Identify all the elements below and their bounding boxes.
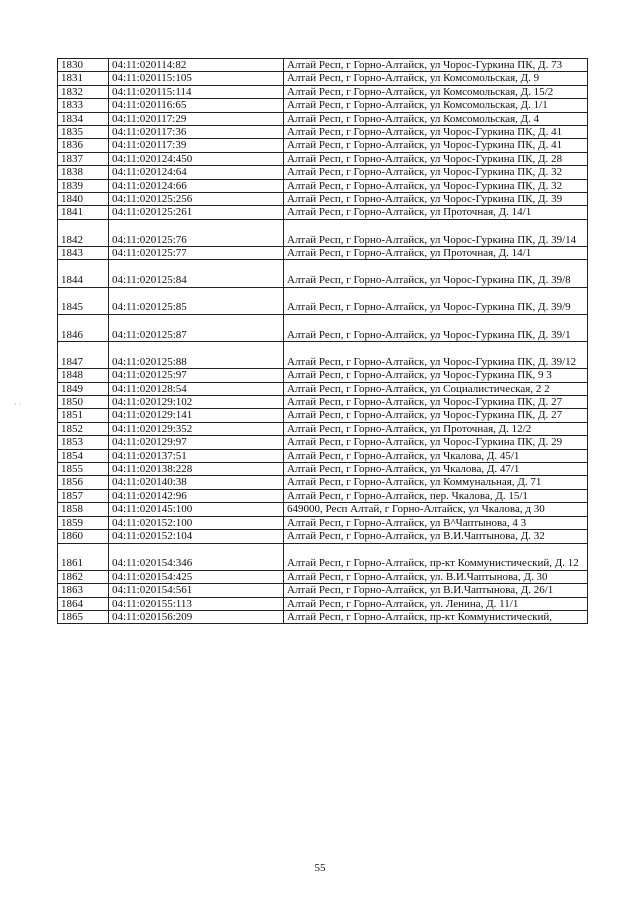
cadastral-number-cell: 04:11:020140:38 xyxy=(109,476,284,489)
address-cell: Алтай Респ, г Горно-Алтайск, ул В^Чаптынова, 4 3 xyxy=(284,516,588,529)
row-number-cell: 1844 xyxy=(58,260,109,287)
cadastral-number-cell: 04:11:020154:561 xyxy=(109,584,284,597)
address-cell: Алтай Респ, г Горно-Алтайск, ул Проточная, Д. 14/1 xyxy=(284,206,588,219)
table-row xyxy=(58,219,588,246)
table-row xyxy=(58,152,588,165)
table-row xyxy=(58,369,588,382)
row-number-cell: 1840 xyxy=(58,193,109,206)
address-cell: Алтай Респ, г Горно-Алтайск, ул Проточная, Д. 12/2 xyxy=(284,422,588,435)
address-cell: Алтай Респ, г Горно-Алтайск, ул В.И.Чаптынова, Д. 26/1 xyxy=(284,584,588,597)
cadastral-number-cell: 04:11:020116:65 xyxy=(109,99,284,112)
cadastral-number-cell: 04:11:020124:64 xyxy=(109,166,284,179)
row-number-cell: 1834 xyxy=(58,112,109,125)
address-cell: Алтай Респ, г Горно-Алтайск, ул Чорос-Гуркина ПК, Д. 41 xyxy=(284,126,588,139)
cadastral-number-cell: 04:11:020114:82 xyxy=(109,59,284,72)
row-number-cell: 1851 xyxy=(58,409,109,422)
table-row xyxy=(58,126,588,139)
row-number-cell: 1858 xyxy=(58,503,109,516)
row-number-cell: 1848 xyxy=(58,369,109,382)
table-row xyxy=(58,436,588,449)
address-cell: Алтай Респ, г Горно-Алтайск, ул Чорос-Гуркина ПК, Д. 39 xyxy=(284,193,588,206)
row-number-cell: 1861 xyxy=(58,543,109,570)
table-row xyxy=(58,206,588,219)
cadastral-number-cell: 04:11:020152:104 xyxy=(109,530,284,543)
address-cell: Алтай Респ, г Горно-Алтайск, ул Комсомольская, Д. 9 xyxy=(284,72,588,85)
table-row xyxy=(58,449,588,462)
cadastral-number-cell: 04:11:020156:209 xyxy=(109,610,284,623)
address-cell: Алтай Респ, г Горно-Алтайск, ул Чорос-Гуркина ПК, Д. 73 xyxy=(284,59,588,72)
cadastral-number-cell: 04:11:020125:85 xyxy=(109,287,284,314)
address-cell: Алтай Респ, г Горно-Алтайск, пр-кт Коммунистический, Д. 12 xyxy=(284,543,588,570)
cadastral-number-cell: 04:11:020125:97 xyxy=(109,369,284,382)
table-row xyxy=(58,422,588,435)
address-cell: Алтай Респ, г Горно-Алтайск, ул Комсомольская, Д. 1/1 xyxy=(284,99,588,112)
row-number-cell: 1843 xyxy=(58,247,109,260)
table-row xyxy=(58,139,588,152)
table-row xyxy=(58,179,588,192)
row-number-cell: 1846 xyxy=(58,314,109,341)
table-row xyxy=(58,396,588,409)
address-cell: Алтай Респ, г Горно-Алтайск, ул Чорос-Гуркина ПК, Д. 29 xyxy=(284,436,588,449)
address-cell: Алтай Респ, г Горно-Алтайск, ул Чорос-Гуркина ПК, Д. 39/1 xyxy=(284,314,588,341)
cadastral-number-cell: 04:11:020125:256 xyxy=(109,193,284,206)
table-row xyxy=(58,382,588,395)
address-cell: Алтай Респ, г Горно-Алтайск, ул Чорос-Гуркина ПК, Д. 39/8 xyxy=(284,260,588,287)
row-number-cell: 1852 xyxy=(58,422,109,435)
table-row xyxy=(58,409,588,422)
address-cell: Алтай Респ, г Горно-Алтайск, ул Чорос-Гуркина ПК, Д. 39/14 xyxy=(284,219,588,246)
page-number: 55 xyxy=(314,862,326,874)
cadastral-number-cell: 04:11:020155:113 xyxy=(109,597,284,610)
address-cell: Алтай Респ, г Горно-Алтайск, ул Чкалова, Д. 45/1 xyxy=(284,449,588,462)
row-number-cell: 1837 xyxy=(58,152,109,165)
address-cell: Алтай Респ, г Горно-Алтайск, ул Чорос-Гуркина ПК, Д. 28 xyxy=(284,152,588,165)
address-cell: Алтай Респ, г Горно-Алтайск, ул Чкалова, Д. 47/1 xyxy=(284,463,588,476)
table-row xyxy=(58,287,588,314)
cadastral-number-cell: 04:11:020115:105 xyxy=(109,72,284,85)
row-number-cell: 1849 xyxy=(58,382,109,395)
address-cell: Алтай Респ, г Горно-Алтайск, ул В.И.Чаптынова, Д. 32 xyxy=(284,530,588,543)
table-row xyxy=(58,570,588,583)
row-number-cell: 1847 xyxy=(58,342,109,369)
cadastral-number-cell: 04:11:020117:29 xyxy=(109,112,284,125)
row-number-cell: 1854 xyxy=(58,449,109,462)
address-cell: Алтай Респ, г Горно-Алтайск, ул Комсомольская, Д. 4 xyxy=(284,112,588,125)
row-number-cell: 1864 xyxy=(58,597,109,610)
cadastral-number-cell: 04:11:020138:228 xyxy=(109,463,284,476)
address-cell: Алтай Респ, г Горно-Алтайск, ул. В.И.Чаптынова, Д. 30 xyxy=(284,570,588,583)
address-cell: Алтай Респ, г Горно-Алтайск, ул Чорос-Гуркина ПК, 9 3 xyxy=(284,369,588,382)
row-number-cell: 1863 xyxy=(58,584,109,597)
table-row xyxy=(58,112,588,125)
address-cell: Алтай Респ, г Горно-Алтайск, ул Чорос-Гуркина ПК, Д. 32 xyxy=(284,179,588,192)
row-number-cell: 1831 xyxy=(58,72,109,85)
address-cell: Алтай Респ, г Горно-Алтайск, ул Чорос-Гуркина ПК, Д. 39/9 xyxy=(284,287,588,314)
cadastral-number-cell: 04:11:020152:100 xyxy=(109,516,284,529)
row-number-cell: 1839 xyxy=(58,179,109,192)
cadastral-number-cell: 04:11:020128:54 xyxy=(109,382,284,395)
address-cell: Алтай Респ, г Горно-Алтайск, пер. Чкалова, Д. 15/1 xyxy=(284,489,588,502)
table-row xyxy=(58,166,588,179)
cadastral-number-cell: 04:11:020124:66 xyxy=(109,179,284,192)
table-row xyxy=(58,516,588,529)
address-cell: Алтай Респ, г Горно-Алтайск, ул Чорос-Гуркина ПК, Д. 32 xyxy=(284,166,588,179)
cadastral-number-cell: 04:11:020154:346 xyxy=(109,543,284,570)
cadastral-number-cell: 04:11:020125:261 xyxy=(109,206,284,219)
cadastral-number-cell: 04:11:020129:97 xyxy=(109,436,284,449)
address-cell: Алтай Респ, г Горно-Алтайск, ул Чорос-Гуркина ПК, Д. 41 xyxy=(284,139,588,152)
address-cell: Алтай Респ, г Горно-Алтайск, ул Социалистическая, 2 2 xyxy=(284,382,588,395)
address-cell: Алтай Респ, г Горно-Алтайск, ул Проточная, Д. 14/1 xyxy=(284,247,588,260)
cadastral-number-cell: 04:11:020125:76 xyxy=(109,219,284,246)
table-row xyxy=(58,99,588,112)
row-number-cell: 1838 xyxy=(58,166,109,179)
cadastral-number-cell: 04:11:020124:450 xyxy=(109,152,284,165)
row-number-cell: 1860 xyxy=(58,530,109,543)
cadastral-number-cell: 04:11:020117:36 xyxy=(109,126,284,139)
table-row xyxy=(58,543,588,570)
table-row xyxy=(58,85,588,98)
registry-table xyxy=(57,58,588,624)
cadastral-number-cell: 04:11:020125:84 xyxy=(109,260,284,287)
table-row xyxy=(58,260,588,287)
table-row xyxy=(58,584,588,597)
table-row xyxy=(58,476,588,489)
cadastral-number-cell: 04:11:020154:425 xyxy=(109,570,284,583)
row-number-cell: 1835 xyxy=(58,126,109,139)
row-number-cell: 1859 xyxy=(58,516,109,529)
table-row xyxy=(58,314,588,341)
row-number-cell: 1862 xyxy=(58,570,109,583)
cadastral-number-cell: 04:11:020129:352 xyxy=(109,422,284,435)
cadastral-number-cell: 04:11:020137:51 xyxy=(109,449,284,462)
row-number-cell: 1850 xyxy=(58,396,109,409)
row-number-cell: 1856 xyxy=(58,476,109,489)
table-row xyxy=(58,247,588,260)
cadastral-number-cell: 04:11:020125:77 xyxy=(109,247,284,260)
table-row xyxy=(58,59,588,72)
table-row xyxy=(58,530,588,543)
scan-margin-mark: · · xyxy=(14,400,22,409)
table-row xyxy=(58,342,588,369)
table-row xyxy=(58,193,588,206)
address-cell: Алтай Респ, г Горно-Алтайск, ул Комсомольская, Д. 15/2 xyxy=(284,85,588,98)
cadastral-number-cell: 04:11:020117:39 xyxy=(109,139,284,152)
address-cell: Алтай Респ, г Горно-Алтайск, ул Чорос-Гуркина ПК, Д. 27 xyxy=(284,409,588,422)
address-cell: 649000, Респ Алтай, г Горно-Алтайск, ул Чкалова, д 30 xyxy=(284,503,588,516)
cadastral-number-cell: 04:11:020129:141 xyxy=(109,409,284,422)
cadastral-number-cell: 04:11:020125:88 xyxy=(109,342,284,369)
row-number-cell: 1841 xyxy=(58,206,109,219)
table-row xyxy=(58,597,588,610)
table-row xyxy=(58,463,588,476)
address-cell: Алтай Респ, г Горно-Алтайск, ул. Ленина, Д. 11/1 xyxy=(284,597,588,610)
table-row xyxy=(58,489,588,502)
cadastral-number-cell: 04:11:020115:114 xyxy=(109,85,284,98)
cadastral-number-cell: 04:11:020129:102 xyxy=(109,396,284,409)
table-row xyxy=(58,610,588,623)
row-number-cell: 1830 xyxy=(58,59,109,72)
address-cell: Алтай Респ, г Горно-Алтайск, ул Коммунальная, Д. 71 xyxy=(284,476,588,489)
address-cell: Алтай Респ, г Горно-Алтайск, ул Чорос-Гуркина ПК, Д. 27 xyxy=(284,396,588,409)
row-number-cell: 1833 xyxy=(58,99,109,112)
row-number-cell: 1865 xyxy=(58,610,109,623)
table-row xyxy=(58,503,588,516)
address-cell: Алтай Респ, г Горно-Алтайск, пр-кт Коммунистический, xyxy=(284,610,588,623)
cadastral-number-cell: 04:11:020145:100 xyxy=(109,503,284,516)
table-row xyxy=(58,72,588,85)
row-number-cell: 1853 xyxy=(58,436,109,449)
row-number-cell: 1836 xyxy=(58,139,109,152)
row-number-cell: 1832 xyxy=(58,85,109,98)
row-number-cell: 1857 xyxy=(58,489,109,502)
row-number-cell: 1842 xyxy=(58,219,109,246)
cadastral-number-cell: 04:11:020142:96 xyxy=(109,489,284,502)
row-number-cell: 1855 xyxy=(58,463,109,476)
row-number-cell: 1845 xyxy=(58,287,109,314)
cadastral-number-cell: 04:11:020125:87 xyxy=(109,314,284,341)
registry-table-body xyxy=(58,59,588,624)
address-cell: Алтай Респ, г Горно-Алтайск, ул Чорос-Гуркина ПК, Д. 39/12 xyxy=(284,342,588,369)
